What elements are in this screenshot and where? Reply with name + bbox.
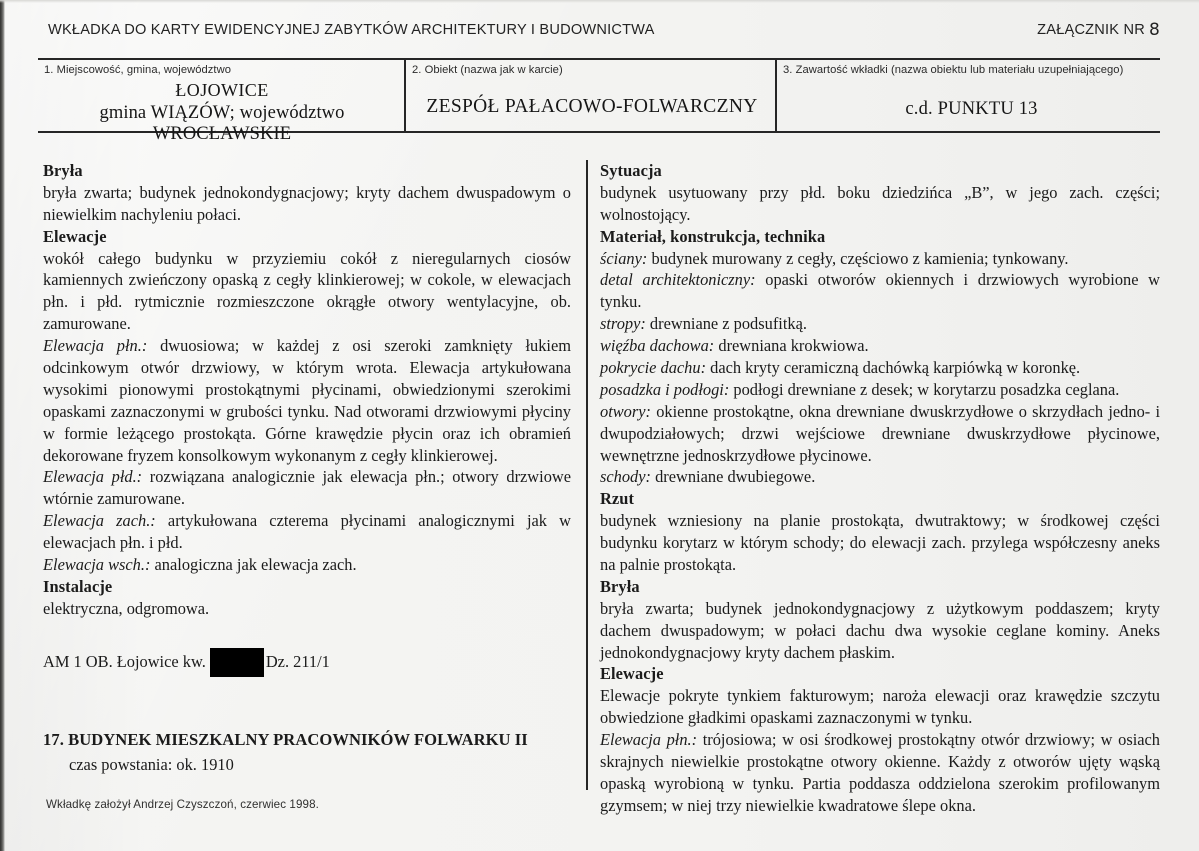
paragraph-stropy bbox=[600, 313, 1160, 335]
paragraph-elewacja-pln-left bbox=[43, 335, 571, 466]
footer-note: Wkładkę założył Andrzej Czyszczoń, czerwiec 1998. bbox=[46, 798, 319, 811]
label-sciany: ściany: bbox=[600, 248, 648, 268]
paragraph-sciany bbox=[600, 248, 1160, 270]
column-divider bbox=[586, 160, 588, 790]
cell-locality-label: 1. Miejscowość, gmina, województwo bbox=[44, 64, 231, 76]
paragraph-rzut: budynek wzniesiony na planie prostokąta, dwutraktowy; w środkowej części budynku korytarz w którym schody; do elewacji zach. przylega współczesny aneks na palnie prostokąta. bbox=[600, 511, 1160, 575]
heading-bryla-left: Bryła bbox=[43, 161, 83, 180]
label-elewacja-pln-left: Elewacja płn.: bbox=[43, 336, 148, 356]
heading-rzut: Rzut bbox=[600, 489, 635, 509]
paragraph-bryla-left: bryła zwarta; budynek jednokondygnacjowy; kryty dachem dwuspadowym o niewielkim nachyleniu połaci. bbox=[43, 182, 571, 224]
paragraph-elewacje-left: wokół całego budynku w przyziemiu cokół z nieregularnych ciosów kamiennych zwieńczony opaską z cegły klinkierowej; w cokole, w elewacjach płn. i płd. rytmicznie rozmieszczone okrągłe otwory wentylacyjne, ob. zamurowane. bbox=[43, 248, 571, 334]
identification-table bbox=[0, 60, 1199, 144]
paragraph-pokrycie bbox=[600, 357, 1160, 379]
attachment-number-block bbox=[1037, 19, 1160, 39]
cell-locality-value-commune: gmina WIĄZÓW; województwo WROCŁAWSKIE bbox=[99, 103, 345, 144]
text-detal: opaski otworów okiennych i drzwiowych wyrobione w tynku. bbox=[600, 270, 1160, 312]
heading-bryla-right: Bryła bbox=[600, 576, 640, 596]
left-column bbox=[43, 160, 571, 776]
scan-edge-top bbox=[0, 0, 1199, 3]
label-posadzka: posadzka i podłogi: bbox=[600, 379, 730, 399]
cadastral-prefix: AM 1 OB. Łojowice kw. bbox=[43, 652, 206, 672]
paragraph-bryla-right: bryła zwarta; budynek jednokondygnacjowy z użytkowym poddaszem; kryty dachem dwuspadowym; w połaci dachu dwa wysokie ceglane kominy. Aneks jednokondygnacjowy kryty dachem płaskim. bbox=[600, 598, 1160, 662]
text-schody: drewniane dwubiegowe. bbox=[650, 467, 816, 487]
cell-locality-value-town: ŁOJOWICE bbox=[175, 80, 269, 100]
document-header bbox=[48, 19, 1160, 39]
paragraph-instalacje: elektryczna, odgromowa. bbox=[43, 598, 210, 618]
cadastral-suffix: Dz. 211/1 bbox=[265, 652, 330, 672]
cell-locality bbox=[44, 60, 400, 144]
cell-contents bbox=[783, 60, 1160, 131]
paragraph-elewacja-zach-left bbox=[43, 510, 571, 554]
heading-elewacje-left: Elewacje bbox=[43, 226, 107, 246]
paragraph-wiezba bbox=[600, 335, 1160, 357]
text-elewacja-pln-left: dwuosiowa; w każdej z osi szeroki zamknięty łukiem odcinkowym otwór drzwiowy, w którym wrota. Elewacja artykułowana wysokimi pionowymi prostokątnymi płycinami, obwiedzionymi szerokimi opaskami zaznaczonymi w grubości tynku. Nad otworami drzwiowymi płyciny w formie leżącego prostokąta. Górne krawędzie płycin oraz ich obramień dekorowane fryzem konsolkowym wykonanym z cegły klinkierowej. bbox=[43, 336, 571, 465]
label-stropy: stropy: bbox=[600, 314, 646, 334]
text-elewacja-pln-right: trójosiowa; w osi środkowej prostokątny otwór drzwiowy; w osiach skrajnych niewielkie prostokątne otwory okienne. Każdy z otworów ujęty wąską opaską wyrobioną w tynku. Partia poddasza oddzielona szerokim profilowanym gzymsem; w niej trzy niewielkie kwadratowe ślepe okna. bbox=[600, 730, 1160, 815]
label-pokrycie: pokrycie dachu: bbox=[600, 358, 707, 378]
paragraph-schody bbox=[600, 466, 1160, 488]
label-elewacja-pln-right: Elewacja płn.: bbox=[600, 730, 698, 750]
text-elewacja-zach-left: artykułowana czterema płycinami analogicznymi jak w elewacjach płn. i płd. bbox=[43, 511, 571, 553]
paragraph-sytuacja: budynek usytuowany przy płd. boku dziedzińca „B”, w jego zach. części; wolnostojący. bbox=[600, 182, 1160, 224]
label-elewacja-wsch-left: Elewacja wsch.: bbox=[43, 555, 151, 575]
right-column bbox=[600, 160, 1160, 817]
text-pokrycie: dach kryty ceramiczną dachówką karpiówką w koronkę. bbox=[706, 358, 1081, 378]
paragraph-elewacja-pld-left bbox=[43, 466, 571, 510]
label-schody: schody: bbox=[600, 467, 651, 487]
attachment-number: 8 bbox=[1148, 20, 1160, 40]
section-title-17: 17. BUDYNEK MIESZKALNY PRACOWNIKÓW FOLWARKU II bbox=[43, 729, 528, 749]
text-elewacja-pld-left: rozwiązana analogicznie jak elewacja płn.; otwory drzwiowe wtórnie zamurowane. bbox=[43, 467, 572, 509]
paragraph-elewacje-right: Elewacje pokryte tynkiem fakturowym; naroża elewacji oraz krawędzie szczytu obwiedzione gładkimi opaskami zaznaczonymi w tynku. bbox=[600, 686, 1160, 728]
text-stropy: drewniane z podsufitką. bbox=[645, 314, 807, 334]
heading-elewacje-right: Elewacje bbox=[600, 664, 664, 684]
label-detal: detal architektoniczny: bbox=[600, 270, 756, 290]
section-subtitle-17: czas powstania: ok. 1910 bbox=[69, 754, 234, 774]
cell-object bbox=[412, 60, 772, 131]
label-otwory: otwory: bbox=[600, 401, 651, 421]
attachment-label: ZAŁĄCZNIK NR bbox=[1037, 22, 1145, 38]
paragraph-otwory bbox=[600, 401, 1160, 467]
document-title: WKŁADKA DO KARTY EWIDENCYJNEJ ZABYTKÓW ARCHITEKTURY I BUDOWNICTWA bbox=[48, 22, 655, 38]
label-elewacja-zach-left: Elewacja zach.: bbox=[43, 511, 156, 531]
text-otwory: okienne prostokątne, okna drewniane dwuskrzydłowe o skrzydłach jedno- i dwupodziałowych; drzwi wejściowe drewniane dwuskrzydłowe płycinowe, wewnętrzne jednoskrzydłowe płycinowe. bbox=[600, 401, 1160, 465]
paragraph-posadzka bbox=[600, 379, 1160, 401]
paragraph-detal bbox=[600, 269, 1160, 313]
cell-object-label: 2. Obiekt (nazwa jak w karcie) bbox=[412, 64, 563, 76]
heading-instalacje: Instalacje bbox=[43, 576, 113, 596]
paragraph-elewacja-pln-right bbox=[600, 729, 1160, 817]
redaction-block bbox=[210, 648, 264, 677]
cell-contents-value: c.d. PUNKTU 13 bbox=[905, 99, 1038, 119]
label-wiezba: więźba dachowa: bbox=[600, 336, 715, 356]
cadastral-reference-line bbox=[43, 620, 571, 677]
text-posadzka: podłogi drewniane z desek; w korytarzu posadzka ceglana. bbox=[729, 379, 1120, 399]
label-elewacja-pld-left: Elewacja płd.: bbox=[43, 467, 143, 487]
heading-sytuacja: Sytuacja bbox=[600, 161, 662, 180]
text-sciany: budynek murowany z cegły, częściowo z kamienia; tynkowany. bbox=[647, 248, 1069, 268]
cell-contents-label: 3. Zawartość wkładki (nazwa obiektu lub materiału uzupełniającego) bbox=[783, 64, 1124, 76]
cell-object-value: ZESPÓŁ PAŁACOWO-FOLWARCZNY bbox=[426, 96, 758, 117]
heading-material: Materiał, konstrukcja, technika bbox=[600, 226, 826, 246]
text-elewacja-wsch-left: analogiczna jak elewacja zach. bbox=[150, 555, 357, 575]
paragraph-elewacja-wsch-left bbox=[43, 554, 571, 576]
text-wiezba: drewniana krokwiowa. bbox=[714, 336, 869, 356]
